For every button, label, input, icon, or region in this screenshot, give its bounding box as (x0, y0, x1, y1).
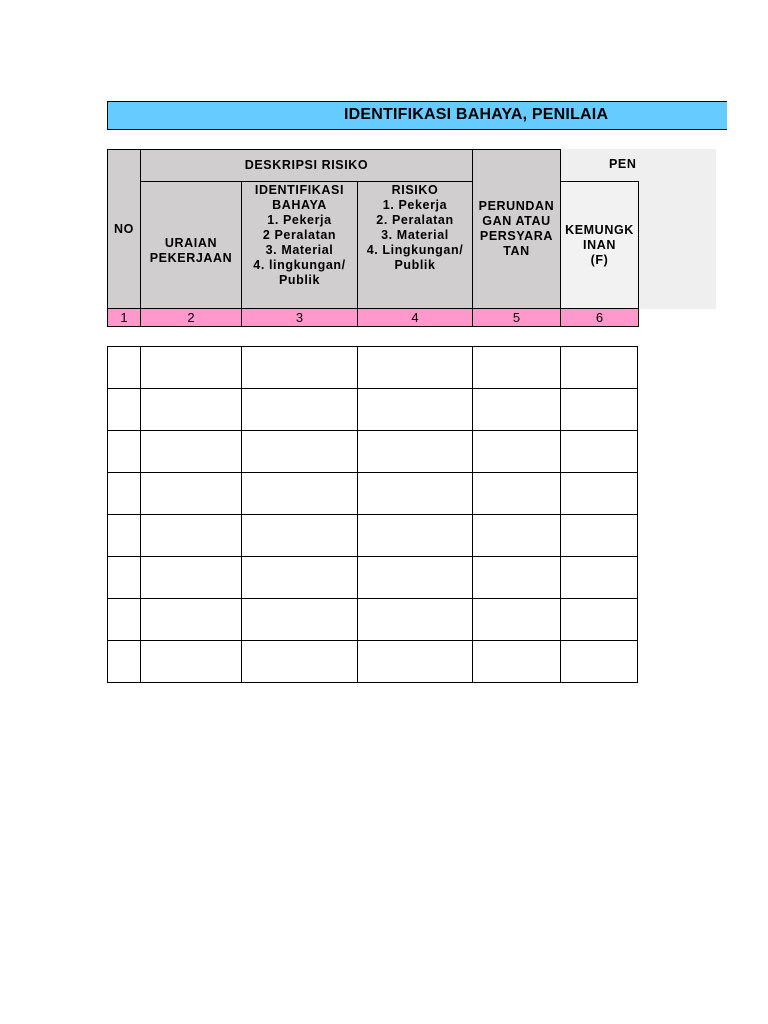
header-kemungkinan: KEMUNGK INAN (F) (560, 181, 639, 309)
header-uraian-pekerjaan: URAIAN PEKERJAAN (140, 181, 242, 309)
table-cell[interactable] (108, 389, 141, 431)
header-perundangan: PERUNDAN GAN ATAU PERSYARA TAN (472, 149, 561, 309)
table-cell[interactable] (561, 389, 638, 431)
header-risiko: RISIKO 1. Pekerja 2. Peralatan 3. Material 4. Lingkungan/ Publik (357, 181, 473, 309)
table-cell[interactable] (108, 557, 141, 599)
table-cell[interactable] (141, 389, 242, 431)
table-row (108, 431, 638, 473)
table-cell[interactable] (473, 473, 561, 515)
table-cell[interactable] (473, 347, 561, 389)
table-cell[interactable] (561, 473, 638, 515)
table-cell[interactable] (141, 347, 242, 389)
data-table (107, 346, 638, 683)
table-cell[interactable] (242, 473, 358, 515)
table-cell[interactable] (141, 431, 242, 473)
table-cell[interactable] (242, 641, 358, 683)
table-cell[interactable] (242, 347, 358, 389)
header-deskripsi-risiko: DESKRIPSI RISIKO (140, 149, 473, 182)
table-cell[interactable] (242, 431, 358, 473)
table-cell[interactable] (561, 599, 638, 641)
column-number-6: 6 (560, 308, 639, 327)
table-cell[interactable] (108, 515, 141, 557)
table-cell[interactable] (242, 515, 358, 557)
table-cell[interactable] (242, 557, 358, 599)
table-cell[interactable] (141, 473, 242, 515)
table-row (108, 347, 638, 389)
header-penilaian: PEN (609, 157, 637, 171)
table-cell[interactable] (473, 641, 561, 683)
table-cell[interactable] (242, 599, 358, 641)
header-identifikasi-bahaya: IDENTIFIKASI BAHAYA 1. Pekerja 2 Peralatan 3. Material 4. lingkungan/ Publik (241, 181, 358, 309)
table-cell[interactable] (108, 431, 141, 473)
table-cell[interactable] (473, 515, 561, 557)
table-row (108, 473, 638, 515)
table-cell[interactable] (561, 347, 638, 389)
table-row (108, 599, 638, 641)
column-number-4: 4 (357, 308, 473, 327)
document-title-bar (107, 101, 727, 130)
table-cell[interactable] (358, 431, 473, 473)
table-cell[interactable] (473, 431, 561, 473)
table-row (108, 641, 638, 683)
table-row (108, 557, 638, 599)
table-cell[interactable] (141, 515, 242, 557)
table-row (108, 515, 638, 557)
table-cell[interactable] (141, 641, 242, 683)
table-cell[interactable] (108, 599, 141, 641)
table-cell[interactable] (561, 557, 638, 599)
table-cell[interactable] (358, 557, 473, 599)
table-cell[interactable] (473, 389, 561, 431)
table-cell[interactable] (358, 641, 473, 683)
column-number-1: 1 (107, 308, 141, 327)
table-cell[interactable] (108, 347, 141, 389)
table-cell[interactable] (358, 473, 473, 515)
table-cell[interactable] (358, 515, 473, 557)
table-cell[interactable] (561, 641, 638, 683)
table-cell[interactable] (141, 557, 242, 599)
table-cell[interactable] (358, 347, 473, 389)
table-row (108, 389, 638, 431)
table-cell[interactable] (358, 599, 473, 641)
table-cell[interactable] (358, 389, 473, 431)
table-cell[interactable] (108, 473, 141, 515)
table-cell[interactable] (141, 599, 242, 641)
column-number-3: 3 (241, 308, 358, 327)
table-cell[interactable] (242, 389, 358, 431)
table-cell[interactable] (561, 515, 638, 557)
column-number-2: 2 (140, 308, 242, 327)
document-title: IDENTIFIKASI BAHAYA, PENILAIA (344, 106, 609, 123)
header-no: NO (107, 149, 141, 309)
table-cell[interactable] (108, 641, 141, 683)
table-cell[interactable] (473, 599, 561, 641)
column-number-5: 5 (472, 308, 561, 327)
table-cell[interactable] (473, 557, 561, 599)
table-cell[interactable] (561, 431, 638, 473)
